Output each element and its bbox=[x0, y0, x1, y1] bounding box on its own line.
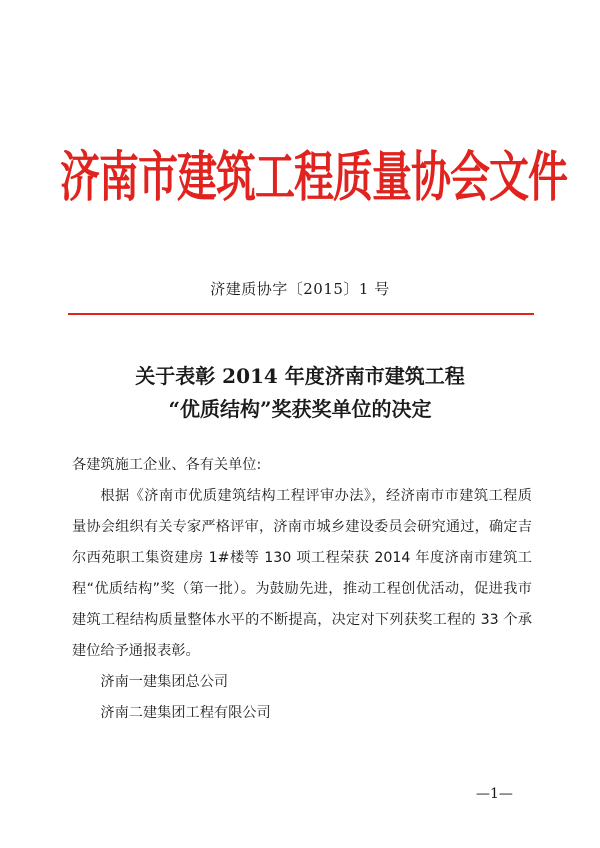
document-number: 济建质协字〔2015〕1 号 bbox=[210, 280, 390, 298]
body-paragraph: 根据《济南市优质建筑结构工程评审办法》，经济南市市建筑工程质量协会组织有关专家严格评审，济南市城乡建设委员会研究通过，确定吉尔西苑职工集资建房 1#楼等 130 项工程荣获 2014 年度济南市建筑工程“优质结构”奖（第一批）。为鼓励先进，推动工程创优活动，促进我市建筑工程结构质量整体水平的不断提高，决定对下列获奖工程的 33 个承建位给予通报表彰。 bbox=[72, 488, 532, 659]
salutation: 各建筑施工企业、各有关单位: bbox=[72, 457, 262, 473]
unit-item-1: 济南一建集团总公司 bbox=[100, 674, 229, 690]
document-title bbox=[0, 360, 600, 426]
title-line-2: “优质结构”奖获奖单位的决定 bbox=[168, 397, 432, 421]
unit-item-2: 济南二建集团工程有限公司 bbox=[100, 705, 271, 721]
masthead-title: 济南市建筑工程质量协会文件 bbox=[60, 145, 567, 210]
page-number: —1— bbox=[476, 786, 513, 802]
document-body bbox=[72, 450, 532, 729]
title-line-1: 关于表彰 2014 年度济南市建筑工程 bbox=[135, 364, 465, 388]
red-divider bbox=[68, 313, 534, 315]
